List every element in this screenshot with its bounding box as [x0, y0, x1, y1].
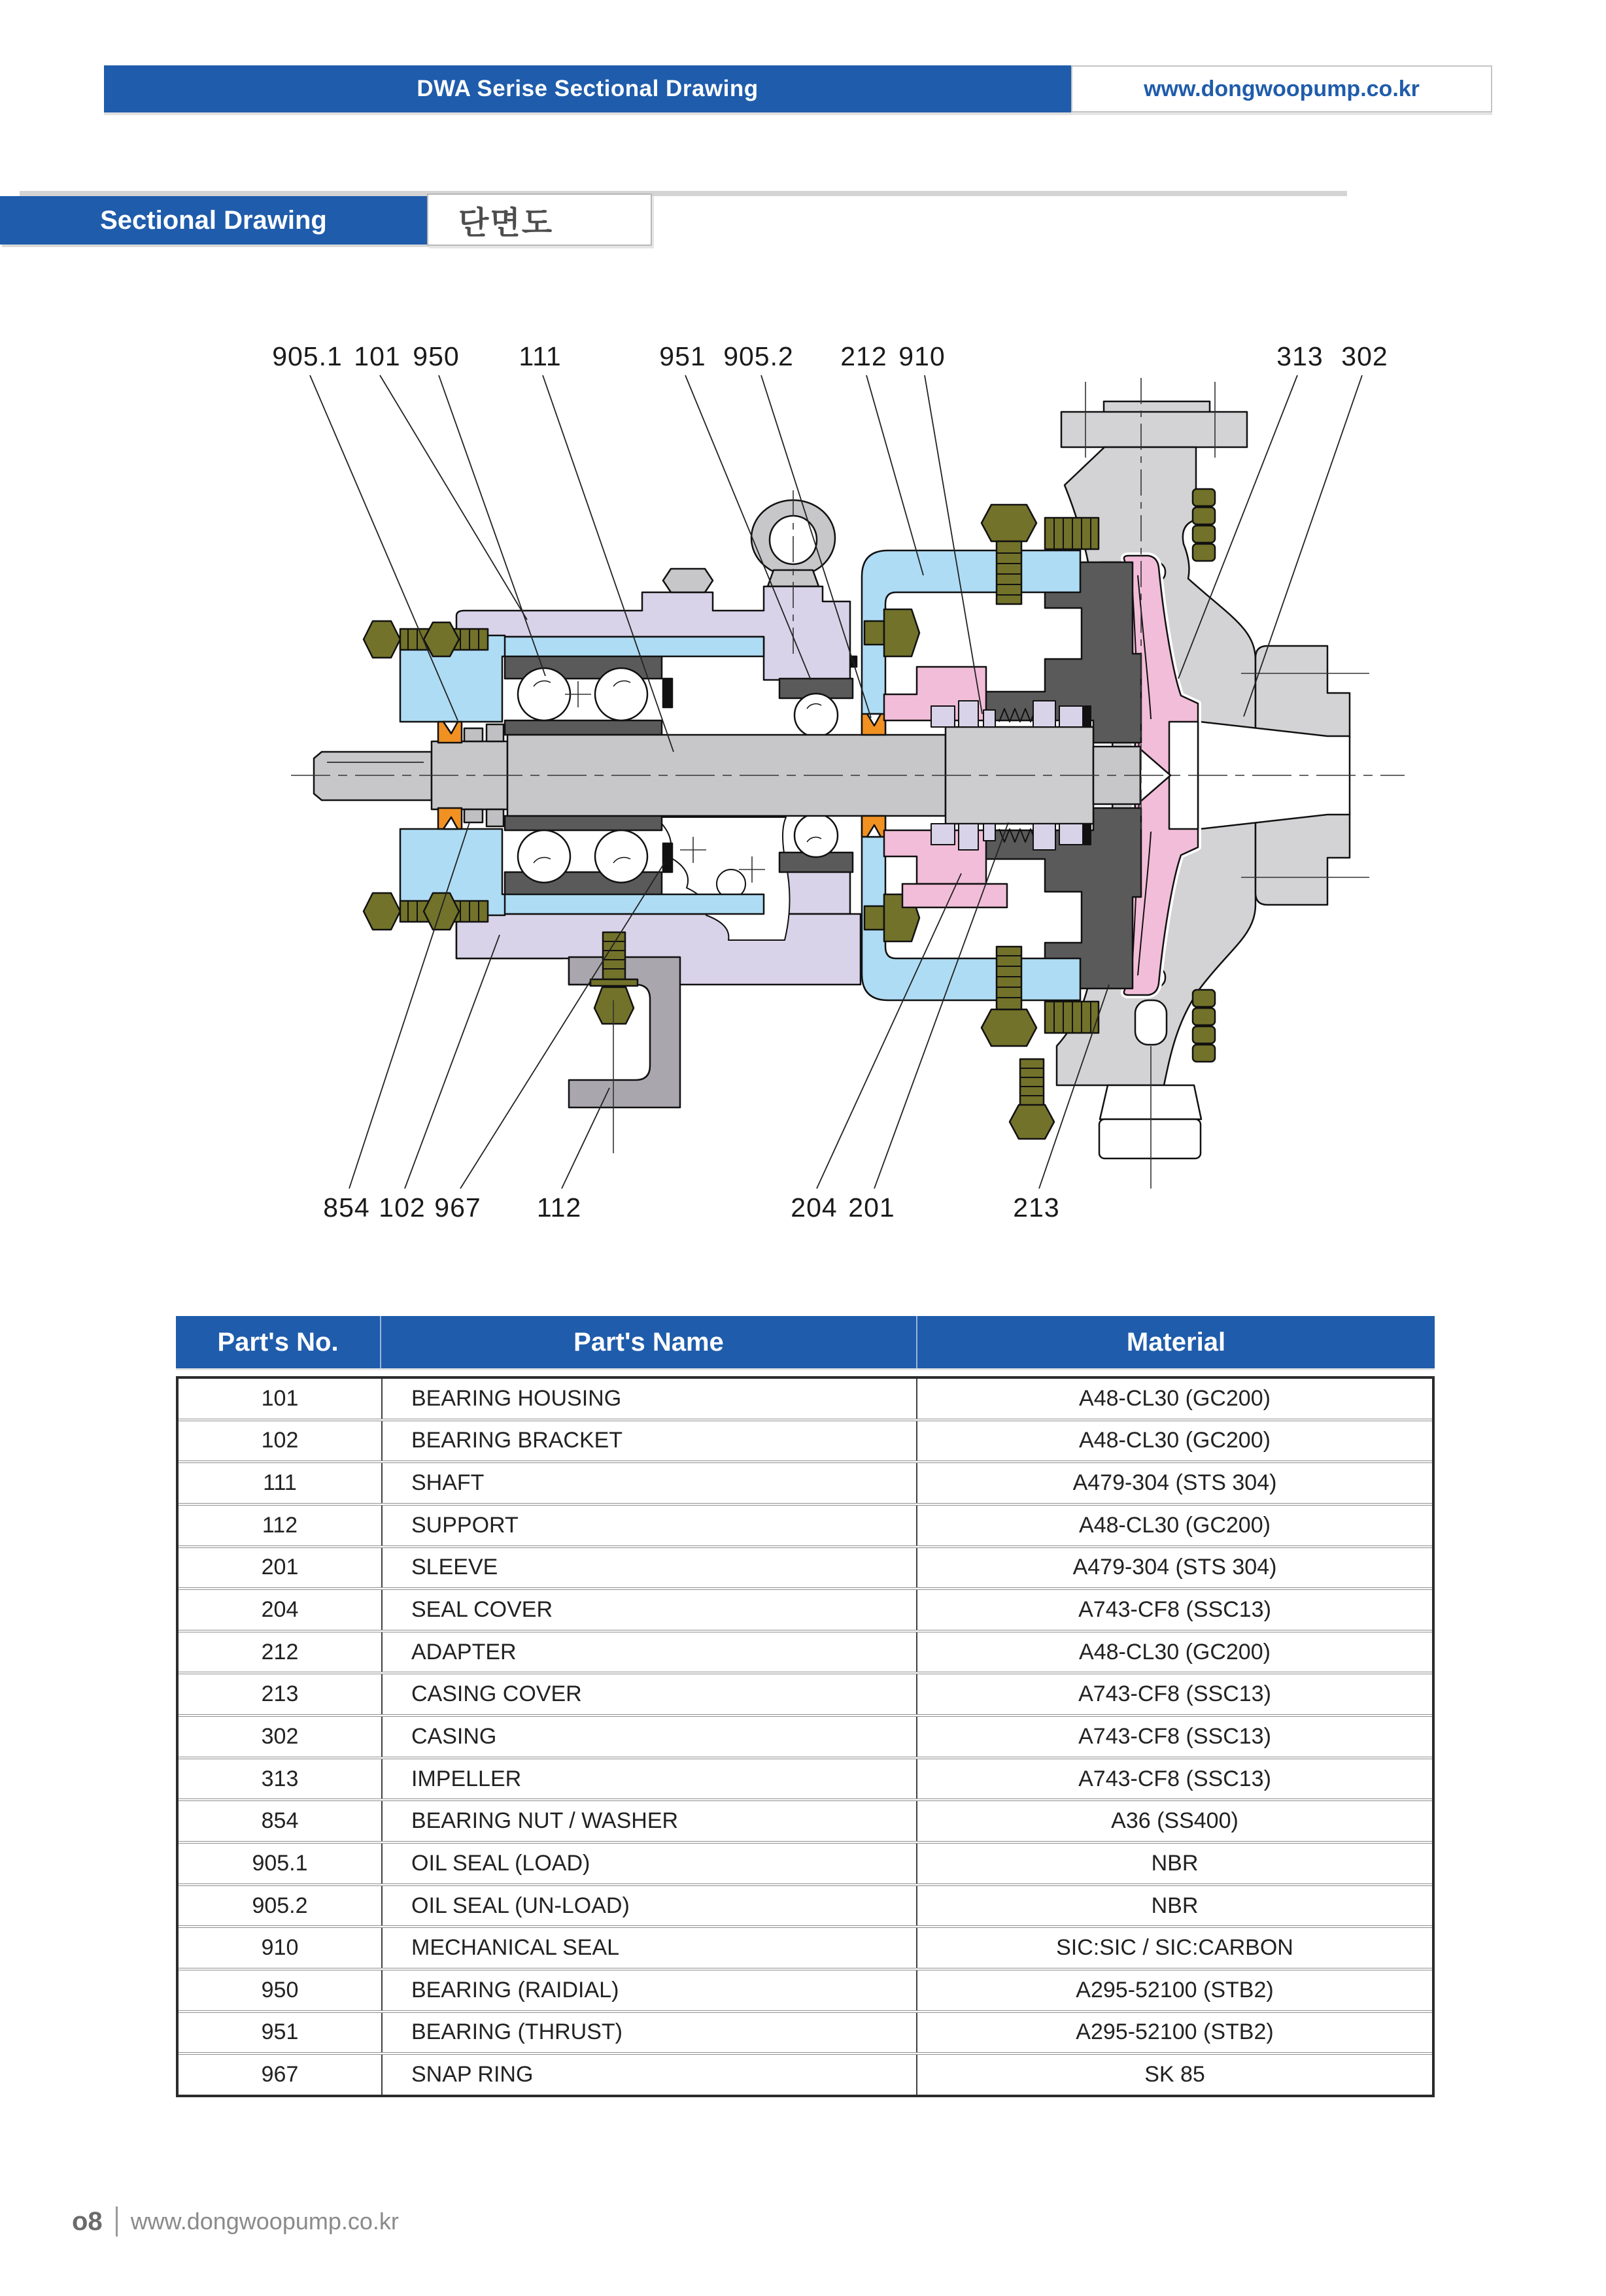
material-cell: A743-CF8 (SSC13)	[916, 1759, 1432, 1799]
part-no-cell: 201	[261, 1555, 299, 1580]
part-callout-950: 950	[413, 341, 460, 371]
part-no-cell: 212	[261, 1639, 299, 1664]
col-header-material: Material	[916, 1316, 1435, 1368]
part-callout-112: 112	[536, 1192, 582, 1223]
part-no-cell: 313	[261, 1766, 299, 1791]
table-row	[179, 1672, 1432, 1714]
part-callout-905.1: 905.1	[272, 341, 343, 371]
material-cell: A295-52100 (STB2)	[916, 2013, 1432, 2053]
table-row	[179, 1841, 1432, 1883]
part-name-cell: IMPELLER	[381, 1759, 916, 1799]
part-name-cell: OIL SEAL (LOAD)	[381, 1844, 916, 1883]
footer-divider	[116, 2206, 118, 2237]
section-title-en: Sectional Drawing	[100, 205, 327, 235]
part-name-cell: BEARING BRACKET	[381, 1421, 916, 1461]
material-cell: A48-CL30 (GC200)	[916, 1632, 1432, 1672]
parts-table-header	[176, 1316, 1435, 1368]
part-name-cell: ADAPTER	[381, 1632, 916, 1672]
part-name-cell: CASING	[381, 1717, 916, 1757]
material-cell: A479-304 (STS 304)	[916, 1548, 1432, 1588]
part-no-cell: 111	[263, 1470, 297, 1496]
part-no-cell: 950	[261, 1977, 299, 2002]
part-name-cell: BEARING NUT / WASHER	[381, 1801, 916, 1841]
table-row	[179, 2052, 1432, 2095]
table-row	[179, 1545, 1432, 1588]
bearing-washer-shape	[464, 728, 483, 741]
table-row	[179, 1503, 1432, 1545]
part-name-cell: OIL SEAL (UN-LOAD)	[381, 1886, 916, 1926]
table-row	[179, 1757, 1432, 1799]
footer-website: www.dongwoopump.co.kr	[130, 2208, 399, 2235]
part-callout-102: 102	[379, 1192, 426, 1223]
table-row	[179, 1968, 1432, 2010]
part-no-cell: 905.1	[252, 1850, 308, 1876]
part-name-cell: SHAFT	[381, 1463, 916, 1503]
snap-ring-shape	[663, 679, 672, 707]
part-name-cell: SEAL COVER	[381, 1590, 916, 1630]
page-number: o8	[72, 2206, 103, 2236]
table-row	[179, 1925, 1432, 1968]
part-no-cell: 854	[261, 1808, 299, 1834]
part-no-cell: 905.2	[252, 1893, 308, 1918]
part-no-cell: 204	[261, 1597, 299, 1623]
part-name-cell: BEARING (RAIDIAL)	[381, 1970, 916, 2010]
part-callout-905.2: 905.2	[723, 341, 794, 371]
part-callout-967: 967	[434, 1192, 481, 1223]
table-row	[179, 1798, 1432, 1841]
material-cell: A48-CL30 (GC200)	[916, 1379, 1432, 1419]
table-row	[179, 1714, 1432, 1757]
material-cell: A36 (SS400)	[916, 1801, 1432, 1841]
part-callout-213: 213	[1013, 1192, 1060, 1223]
part-no-cell: 101	[261, 1385, 299, 1411]
part-callout-204: 204	[791, 1192, 838, 1223]
table-row	[179, 1419, 1432, 1461]
material-cell: A48-CL30 (GC200)	[916, 1421, 1432, 1461]
table-row	[179, 1587, 1432, 1630]
part-callout-910: 910	[898, 341, 946, 371]
col-header-parts-no: Part's No.	[217, 1327, 339, 1357]
table-row	[179, 2010, 1432, 2053]
material-cell: SK 85	[916, 2055, 1432, 2095]
part-name-cell: BEARING HOUSING	[381, 1379, 916, 1419]
table-row	[179, 1630, 1432, 1672]
part-no-cell: 302	[261, 1723, 299, 1749]
header-website: www.dongwoopump.co.kr	[1144, 76, 1420, 101]
parts-table-body	[176, 1376, 1435, 2097]
material-cell: A743-CF8 (SSC13)	[916, 1717, 1432, 1757]
part-callout-201: 201	[848, 1192, 895, 1223]
col-header-parts-name: Part's Name	[380, 1316, 916, 1368]
material-cell: A295-52100 (STB2)	[916, 1970, 1432, 2010]
part-no-cell: 112	[262, 1512, 298, 1538]
material-cell: A48-CL30 (GC200)	[916, 1506, 1432, 1545]
part-name-cell: MECHANICAL SEAL	[381, 1928, 916, 1968]
table-row	[179, 1460, 1432, 1503]
part-callout-302: 302	[1341, 341, 1388, 371]
part-callout-951: 951	[659, 341, 706, 371]
header-title: DWA Serise Sectional Drawing	[417, 76, 759, 101]
part-no-cell: 910	[261, 1935, 299, 1961]
section-title-ko: 단면도	[458, 205, 554, 241]
part-callout-212: 212	[840, 341, 887, 371]
table-row	[179, 1379, 1432, 1419]
part-no-cell: 213	[261, 1681, 299, 1707]
material-cell: A479-304 (STS 304)	[916, 1463, 1432, 1503]
part-name-cell: SNAP RING	[381, 2055, 916, 2095]
part-no-cell: 102	[261, 1428, 299, 1453]
page-footer	[72, 2204, 399, 2238]
part-name-cell: BEARING (THRUST)	[381, 2013, 916, 2053]
material-cell: A743-CF8 (SSC13)	[916, 1590, 1432, 1630]
part-name-cell: CASING COVER	[381, 1674, 916, 1714]
part-name-cell: SLEEVE	[381, 1548, 916, 1588]
part-callout-313: 313	[1276, 341, 1324, 371]
part-no-cell: 951	[261, 2019, 299, 2045]
part-callout-111: 111	[519, 341, 562, 371]
material-cell: SIC:SIC / SIC:CARBON	[916, 1928, 1432, 1968]
part-name-cell: SUPPORT	[381, 1506, 916, 1545]
drain-bolt-shape	[1010, 1059, 1054, 1139]
material-cell: A743-CF8 (SSC13)	[916, 1674, 1432, 1714]
part-no-cell: 967	[261, 2062, 299, 2087]
table-row	[179, 1883, 1432, 1926]
material-cell: NBR	[916, 1844, 1432, 1883]
part-callout-101: 101	[354, 341, 401, 371]
material-cell: NBR	[916, 1886, 1432, 1926]
part-callout-854: 854	[323, 1192, 370, 1223]
support-shape	[569, 932, 680, 1107]
